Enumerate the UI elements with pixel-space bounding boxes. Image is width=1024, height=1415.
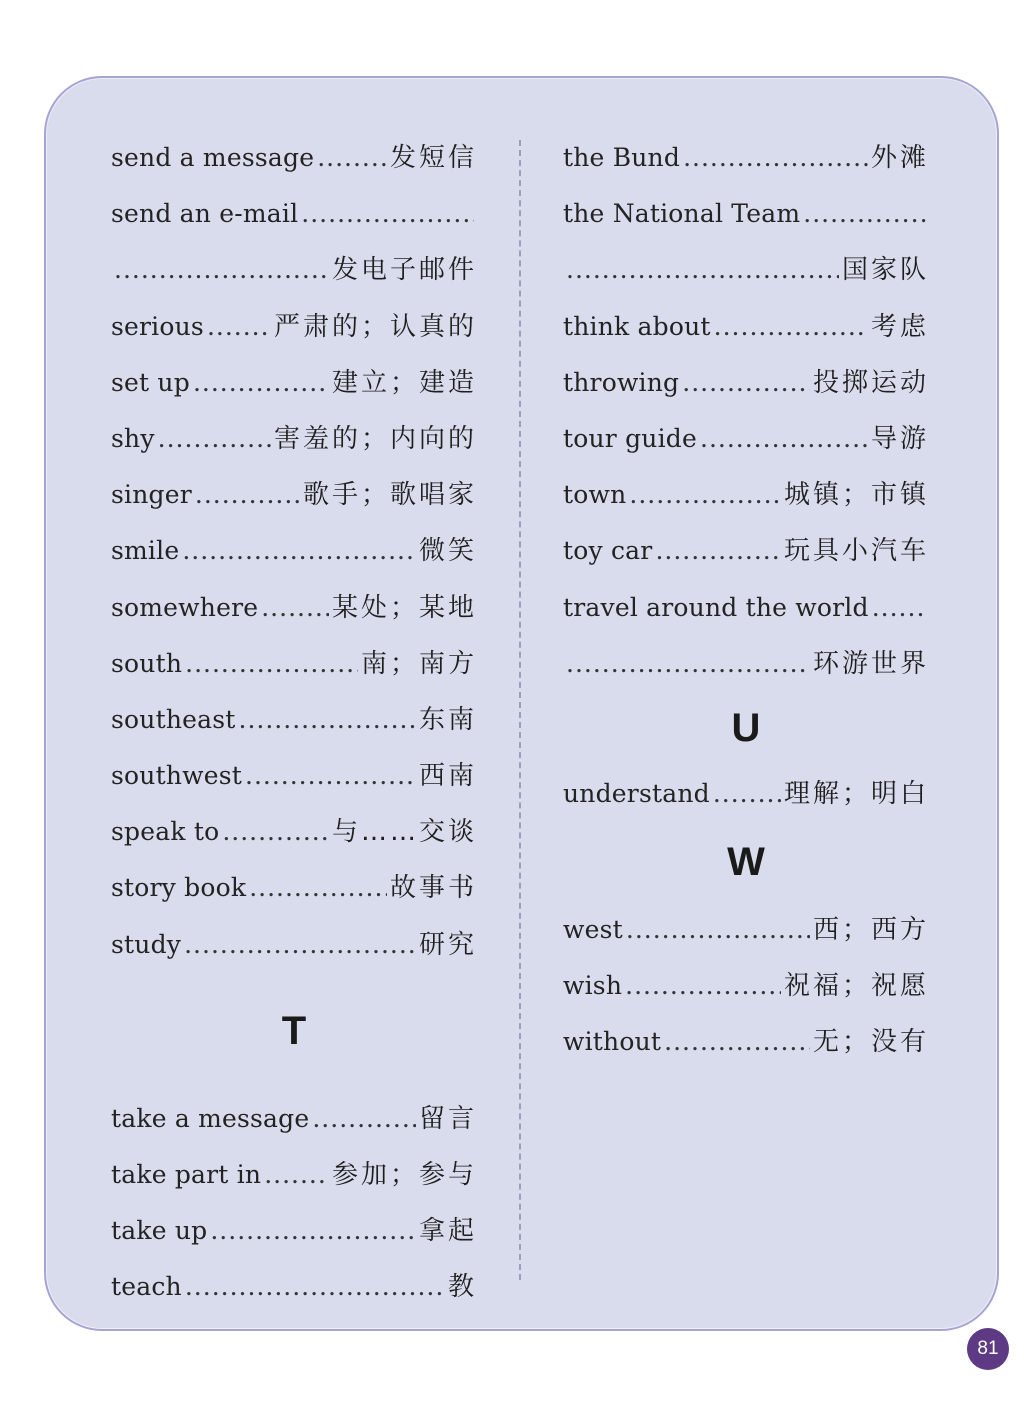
- entry-meaning: 导游: [870, 423, 929, 454]
- entry-word: singer: [111, 480, 192, 510]
- entry-word: toy car: [563, 536, 653, 566]
- list-item: [563, 299, 929, 355]
- leader-dots: [185, 1259, 445, 1315]
- entry-meaning: 南；南方: [360, 648, 477, 679]
- list-item: [111, 636, 477, 692]
- entry-meaning: 城镇；市镇: [783, 480, 929, 511]
- entry-meaning: 东南: [418, 704, 477, 735]
- entry-meaning: 留言: [418, 1103, 477, 1134]
- entry-meaning: 国家队: [841, 255, 929, 286]
- leader-dots: [182, 523, 416, 579]
- entry-meaning: 发电子邮件: [331, 255, 477, 286]
- entry-word: smile: [111, 536, 180, 566]
- list-item: [563, 130, 929, 186]
- entry-word: think about: [563, 311, 711, 341]
- section-letter-u: U: [731, 706, 761, 751]
- leader-dots: [195, 467, 300, 523]
- leader-dots: [222, 804, 329, 860]
- leader-dots: [245, 748, 416, 804]
- entry-meaning: 投掷运动: [812, 367, 929, 398]
- entry-meaning: 害羞的；内向的: [273, 423, 477, 454]
- leader-dots: [626, 902, 810, 958]
- entry-word: tour guide: [563, 423, 697, 453]
- entry-meaning: 参加；参与: [331, 1160, 477, 1191]
- leader-dots: [312, 1091, 416, 1147]
- leader-dots: [158, 411, 271, 467]
- entry-word: understand: [563, 778, 710, 808]
- list-item: [563, 1014, 929, 1070]
- leader-dots: [566, 242, 839, 298]
- entry-meaning: 玩具小汽车: [783, 536, 929, 567]
- entry-word: set up: [111, 367, 190, 397]
- glossary-left-column: [111, 130, 477, 1316]
- list-item: [563, 580, 929, 692]
- list-item: [563, 523, 929, 579]
- entry-word: southwest: [111, 761, 242, 791]
- entry-word: shy: [111, 423, 155, 453]
- leader-dots: [629, 467, 781, 523]
- entry-meaning: 理解；明白: [783, 778, 929, 809]
- entry-meaning: 祝福；祝愿: [783, 971, 929, 1002]
- entry-meaning: 拿起: [418, 1216, 477, 1247]
- list-item: [563, 411, 929, 467]
- entry-meaning: 无；没有: [812, 1027, 929, 1058]
- section-letter-t: T: [281, 1009, 307, 1054]
- leader-dots: [682, 355, 810, 411]
- entry-word: west: [563, 915, 623, 945]
- entry-word: without: [563, 1027, 662, 1057]
- entry-word: town: [563, 480, 627, 510]
- entry-meaning: 与……交谈: [331, 817, 477, 848]
- list-item: [563, 355, 929, 411]
- entry-meaning: 建立；建造: [331, 367, 477, 398]
- leader-dots: [683, 130, 868, 186]
- list-item: [563, 467, 929, 523]
- entry-word: the Bund: [563, 143, 681, 172]
- leader-dots: [249, 860, 387, 916]
- entry-word: south: [111, 648, 183, 678]
- leader-dots: [210, 1203, 416, 1259]
- leader-dots: [193, 355, 329, 411]
- list-item: [111, 130, 477, 186]
- entry-meaning: 微笑: [418, 536, 477, 567]
- entry-meaning: 歌手；歌唱家: [302, 480, 477, 511]
- list-item: [111, 1147, 477, 1203]
- leader-dots: [264, 1147, 329, 1203]
- glossary-right-column: [563, 130, 929, 1071]
- list-item: [111, 411, 477, 467]
- entry-word: somewhere: [111, 592, 259, 622]
- leader-dots: [185, 636, 358, 692]
- entry-meaning: 西；西方: [812, 915, 929, 946]
- leader-dots: [714, 299, 868, 355]
- entry-word: take up: [111, 1216, 208, 1246]
- list-item: [111, 467, 477, 523]
- entry-meaning: 严肃的；认真的: [273, 311, 477, 342]
- entry-word: wish: [563, 971, 623, 1001]
- leader-dots: [301, 186, 474, 242]
- leader-dots: [625, 958, 781, 1014]
- leader-dots: [664, 1014, 810, 1070]
- entry-word: southeast: [111, 704, 236, 734]
- column-divider: [519, 140, 521, 1280]
- entry-word: throwing: [563, 367, 680, 397]
- list-item: [563, 186, 929, 298]
- list-item: [111, 186, 477, 298]
- entry-word: study: [111, 929, 182, 959]
- entry-word: the National Team: [563, 199, 801, 229]
- leader-dots: [655, 523, 781, 579]
- entry-meaning: 外滩: [870, 143, 929, 173]
- entry-word: speak to: [111, 817, 220, 847]
- entry-word: travel around the world: [563, 592, 869, 622]
- list-item: [111, 804, 477, 860]
- leader-dots: [261, 580, 329, 636]
- leader-dots: [207, 299, 271, 355]
- entry-meaning: 故事书: [389, 873, 477, 904]
- section-letter-w: W: [727, 839, 765, 884]
- list-item: [563, 958, 929, 1014]
- entry-meaning: 发短信: [389, 143, 477, 173]
- entry-meaning: 考虑: [870, 311, 929, 342]
- entry-meaning: 环游世界: [812, 648, 929, 679]
- list-item: [111, 1259, 477, 1315]
- leader-dots: [803, 186, 926, 242]
- leader-dots: [872, 580, 926, 636]
- list-item: [111, 355, 477, 411]
- entry-meaning: 教: [447, 1272, 477, 1303]
- leader-dots: [184, 917, 416, 973]
- entry-word: send a message: [111, 143, 315, 172]
- entry-word: serious: [111, 311, 204, 341]
- entry-meaning: 某处；某地: [331, 592, 477, 623]
- list-item: [111, 1203, 477, 1259]
- entry-word: teach: [111, 1272, 182, 1302]
- entry-meaning: 研究: [418, 929, 477, 960]
- leader-dots: [566, 636, 810, 692]
- list-item: [111, 299, 477, 355]
- page-number: 81: [967, 1328, 1009, 1370]
- leader-dots: [317, 130, 387, 186]
- list-item: [111, 748, 477, 804]
- leader-dots: [700, 411, 868, 467]
- leader-dots: [239, 692, 416, 748]
- entry-word: story book: [111, 873, 247, 903]
- list-item: [111, 1091, 477, 1147]
- list-item: [111, 580, 477, 636]
- entry-word: send an e-mail: [111, 199, 299, 229]
- entry-meaning: 西南: [418, 761, 477, 792]
- leader-dots: [713, 766, 781, 822]
- leader-dots: [114, 242, 329, 298]
- list-item: [111, 860, 477, 916]
- entry-word: take part in: [111, 1160, 262, 1190]
- list-item: [563, 902, 929, 958]
- list-item: [111, 917, 477, 973]
- entry-word: take a message: [111, 1103, 310, 1133]
- list-item: [111, 523, 477, 579]
- list-item: [563, 766, 929, 822]
- list-item: [111, 692, 477, 748]
